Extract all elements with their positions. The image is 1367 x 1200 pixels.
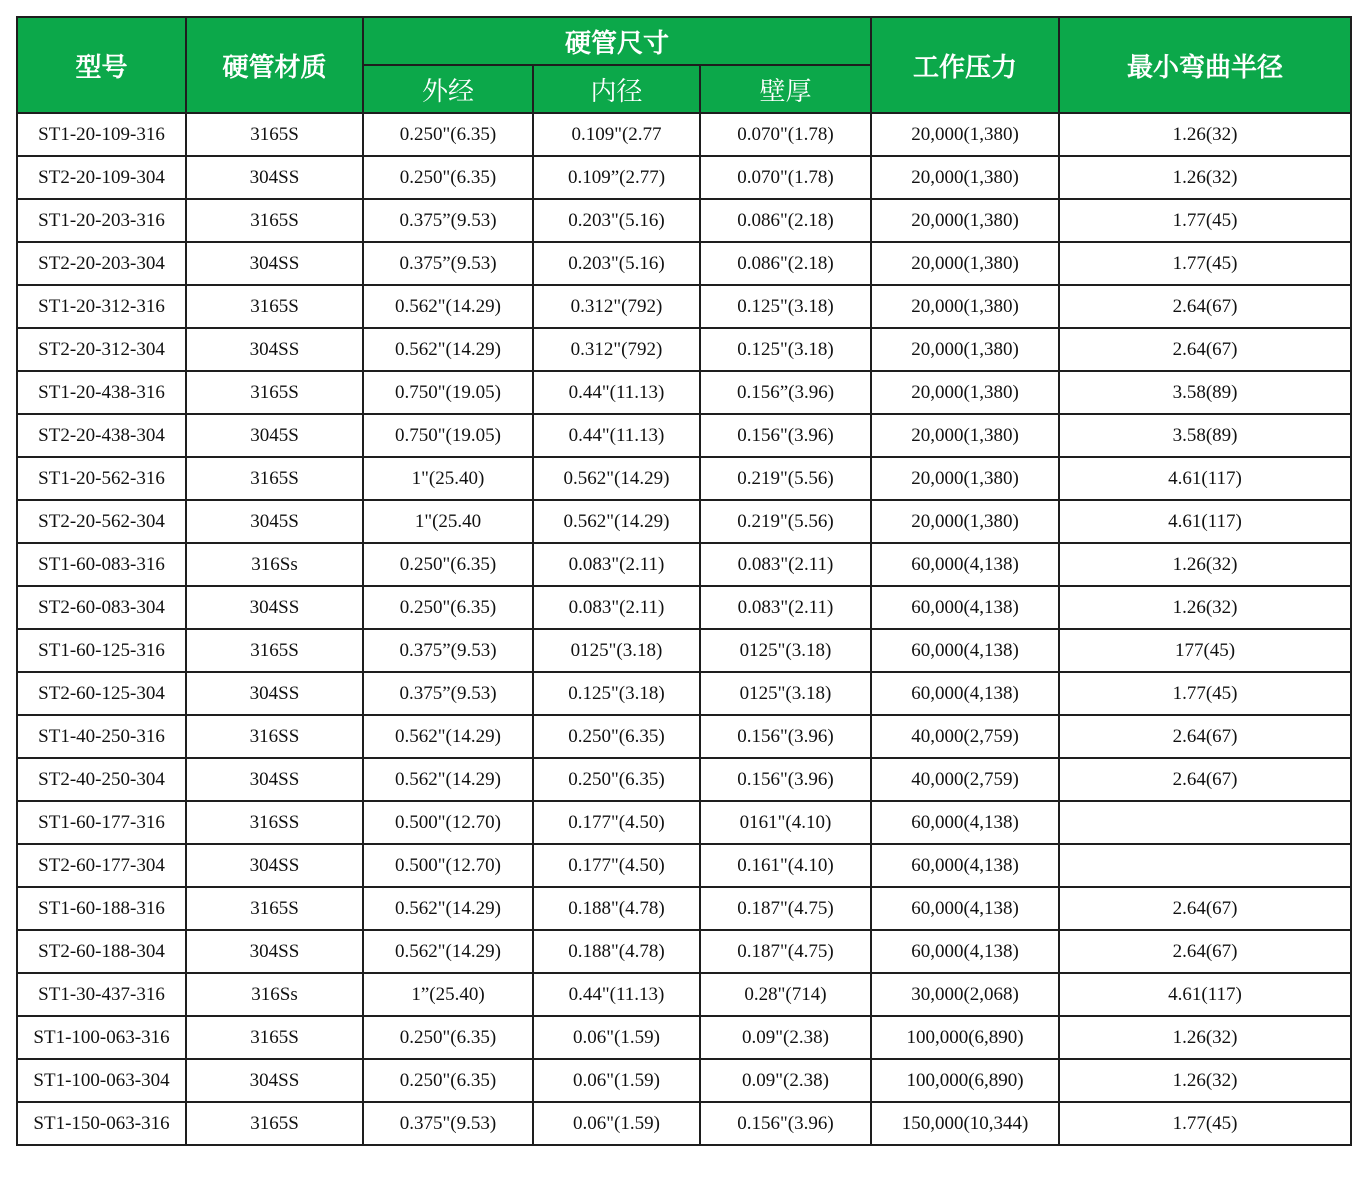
wall-thickness-cell: 0161"(4.10) xyxy=(700,801,871,844)
inner-diameter-cell: 0.083"(2.11) xyxy=(533,543,700,586)
outer-diameter-cell: 0.250"(6.35) xyxy=(363,543,533,586)
inner-diameter-cell: 0.312"(792) xyxy=(533,328,700,371)
material-cell: 304SS xyxy=(186,156,363,199)
table-row xyxy=(17,930,1351,973)
header-wall-thickness: 壁厚 xyxy=(700,65,871,113)
model-cell: ST1-100-063-304 xyxy=(17,1059,186,1102)
wall-thickness-cell: 0.070"(1.78) xyxy=(700,156,871,199)
table-row xyxy=(17,1059,1351,1102)
outer-diameter-cell: 0.250"(6.35) xyxy=(363,1016,533,1059)
material-cell: 316Ss xyxy=(186,543,363,586)
material-cell: 3165S xyxy=(186,199,363,242)
wall-thickness-cell: 0.083"(2.11) xyxy=(700,586,871,629)
wall-thickness-cell: 0.070"(1.78) xyxy=(700,113,871,156)
model-cell: ST1-60-177-316 xyxy=(17,801,186,844)
model-cell: ST1-60-125-316 xyxy=(17,629,186,672)
wall-thickness-cell: 0.156"(3.96) xyxy=(700,1102,871,1145)
model-cell: ST2-20-312-304 xyxy=(17,328,186,371)
wall-thickness-cell: 0.219"(5.56) xyxy=(700,500,871,543)
material-cell: 3165S xyxy=(186,285,363,328)
material-cell: 304SS xyxy=(186,758,363,801)
min-bend-radius-cell: 1.77(45) xyxy=(1059,242,1351,285)
material-cell: 304SS xyxy=(186,672,363,715)
model-cell: ST2-40-250-304 xyxy=(17,758,186,801)
min-bend-radius-cell: 2.64(67) xyxy=(1059,715,1351,758)
header-row-top xyxy=(17,17,1351,65)
material-cell: 3165S xyxy=(186,457,363,500)
table-row xyxy=(17,758,1351,801)
model-cell: ST1-20-109-316 xyxy=(17,113,186,156)
table-row xyxy=(17,844,1351,887)
inner-diameter-cell: 0.06"(1.59) xyxy=(533,1059,700,1102)
wall-thickness-cell: 0.09"(2.38) xyxy=(700,1059,871,1102)
working-pressure-cell: 20,000(1,380) xyxy=(871,242,1059,285)
inner-diameter-cell: 0.109"(2.77 xyxy=(533,113,700,156)
min-bend-radius-cell: 1.77(45) xyxy=(1059,1102,1351,1145)
outer-diameter-cell: 0.562"(14.29) xyxy=(363,715,533,758)
header-model: 型号 xyxy=(17,17,186,113)
model-cell: ST1-20-562-316 xyxy=(17,457,186,500)
spec-table xyxy=(16,16,1352,1146)
table-row xyxy=(17,715,1351,758)
wall-thickness-cell: 0.156"(3.96) xyxy=(700,758,871,801)
model-cell: ST1-60-083-316 xyxy=(17,543,186,586)
table-row xyxy=(17,285,1351,328)
wall-thickness-cell: 0.086"(2.18) xyxy=(700,199,871,242)
material-cell: 3165S xyxy=(186,113,363,156)
min-bend-radius-cell: 4.61(117) xyxy=(1059,500,1351,543)
working-pressure-cell: 100,000(6,890) xyxy=(871,1016,1059,1059)
min-bend-radius-cell: 4.61(117) xyxy=(1059,457,1351,500)
min-bend-radius-cell: 1.26(32) xyxy=(1059,1059,1351,1102)
model-cell: ST2-20-438-304 xyxy=(17,414,186,457)
min-bend-radius-cell: 1.77(45) xyxy=(1059,199,1351,242)
model-cell: ST1-20-438-316 xyxy=(17,371,186,414)
header-inner-diameter: 内径 xyxy=(533,65,700,113)
min-bend-radius-cell: 1.26(32) xyxy=(1059,1016,1351,1059)
header-size-group: 硬管尺寸 xyxy=(363,17,871,65)
outer-diameter-cell: 0.562"(14.29) xyxy=(363,328,533,371)
wall-thickness-cell: 0.083"(2.11) xyxy=(700,543,871,586)
wall-thickness-cell: 0.125"(3.18) xyxy=(700,328,871,371)
table-row xyxy=(17,801,1351,844)
working-pressure-cell: 150,000(10,344) xyxy=(871,1102,1059,1145)
table-row xyxy=(17,156,1351,199)
model-cell: ST1-20-312-316 xyxy=(17,285,186,328)
min-bend-radius-cell: 1.26(32) xyxy=(1059,156,1351,199)
working-pressure-cell: 30,000(2,068) xyxy=(871,973,1059,1016)
outer-diameter-cell: 0.500"(12.70) xyxy=(363,844,533,887)
working-pressure-cell: 60,000(4,138) xyxy=(871,844,1059,887)
min-bend-radius-cell: 1.26(32) xyxy=(1059,543,1351,586)
header-outer-diameter: 外经 xyxy=(363,65,533,113)
outer-diameter-cell: 0.250"(6.35) xyxy=(363,1059,533,1102)
inner-diameter-cell: 0.44"(11.13) xyxy=(533,371,700,414)
wall-thickness-cell: 0.156"(3.96) xyxy=(700,414,871,457)
min-bend-radius-cell: 2.64(67) xyxy=(1059,930,1351,973)
wall-thickness-cell: 0125"(3.18) xyxy=(700,629,871,672)
table-row xyxy=(17,629,1351,672)
inner-diameter-cell: 0.203"(5.16) xyxy=(533,199,700,242)
material-cell: 304SS xyxy=(186,1059,363,1102)
material-cell: 304SS xyxy=(186,844,363,887)
working-pressure-cell: 60,000(4,138) xyxy=(871,629,1059,672)
min-bend-radius-cell: 1.26(32) xyxy=(1059,586,1351,629)
wall-thickness-cell: 0.156"(3.96) xyxy=(700,715,871,758)
model-cell: ST1-40-250-316 xyxy=(17,715,186,758)
wall-thickness-cell: 0.187"(4.75) xyxy=(700,930,871,973)
table-header xyxy=(17,17,1351,113)
inner-diameter-cell: 0.203"(5.16) xyxy=(533,242,700,285)
inner-diameter-cell: 0.109”(2.77) xyxy=(533,156,700,199)
inner-diameter-cell: 0.06"(1.59) xyxy=(533,1102,700,1145)
min-bend-radius-cell xyxy=(1059,801,1351,844)
wall-thickness-cell: 0.086"(2.18) xyxy=(700,242,871,285)
min-bend-radius-cell xyxy=(1059,844,1351,887)
header-min-bend-radius: 最小弯曲半径 xyxy=(1059,17,1351,113)
inner-diameter-cell: 0.177"(4.50) xyxy=(533,801,700,844)
table-row xyxy=(17,414,1351,457)
working-pressure-cell: 20,000(1,380) xyxy=(871,328,1059,371)
wall-thickness-cell: 0125"(3.18) xyxy=(700,672,871,715)
material-cell: 304SS xyxy=(186,242,363,285)
material-cell: 3165S xyxy=(186,1102,363,1145)
table-row xyxy=(17,328,1351,371)
table-row xyxy=(17,672,1351,715)
inner-diameter-cell: 0.06"(1.59) xyxy=(533,1016,700,1059)
table-row xyxy=(17,500,1351,543)
min-bend-radius-cell: 2.64(67) xyxy=(1059,285,1351,328)
working-pressure-cell: 60,000(4,138) xyxy=(871,801,1059,844)
outer-diameter-cell: 0.562"(14.29) xyxy=(363,887,533,930)
model-cell: ST2-60-125-304 xyxy=(17,672,186,715)
working-pressure-cell: 40,000(2,759) xyxy=(871,715,1059,758)
min-bend-radius-cell: 3.58(89) xyxy=(1059,414,1351,457)
inner-diameter-cell: 0.083"(2.11) xyxy=(533,586,700,629)
table-row xyxy=(17,113,1351,156)
inner-diameter-cell: 0.312"(792) xyxy=(533,285,700,328)
outer-diameter-cell: 0.250"(6.35) xyxy=(363,586,533,629)
table-row xyxy=(17,457,1351,500)
inner-diameter-cell: 0.177"(4.50) xyxy=(533,844,700,887)
outer-diameter-cell: 0.375”(9.53) xyxy=(363,672,533,715)
material-cell: 3165S xyxy=(186,887,363,930)
material-cell: 316SS xyxy=(186,715,363,758)
material-cell: 304SS xyxy=(186,586,363,629)
wall-thickness-cell: 0.161"(4.10) xyxy=(700,844,871,887)
inner-diameter-cell: 0.250"(6.35) xyxy=(533,715,700,758)
material-cell: 3165S xyxy=(186,371,363,414)
working-pressure-cell: 60,000(4,138) xyxy=(871,543,1059,586)
table-row xyxy=(17,887,1351,930)
table-row xyxy=(17,543,1351,586)
outer-diameter-cell: 1"(25.40) xyxy=(363,457,533,500)
outer-diameter-cell: 0.250"(6.35) xyxy=(363,156,533,199)
header-working-pressure: 工作压力 xyxy=(871,17,1059,113)
min-bend-radius-cell: 1.26(32) xyxy=(1059,113,1351,156)
wall-thickness-cell: 0.219"(5.56) xyxy=(700,457,871,500)
model-cell: ST2-60-188-304 xyxy=(17,930,186,973)
model-cell: ST2-60-083-304 xyxy=(17,586,186,629)
working-pressure-cell: 60,000(4,138) xyxy=(871,930,1059,973)
material-cell: 3165S xyxy=(186,629,363,672)
inner-diameter-cell: 0.562"(14.29) xyxy=(533,500,700,543)
min-bend-radius-cell: 2.64(67) xyxy=(1059,328,1351,371)
material-cell: 316Ss xyxy=(186,973,363,1016)
table-row xyxy=(17,199,1351,242)
working-pressure-cell: 20,000(1,380) xyxy=(871,500,1059,543)
min-bend-radius-cell: 1.77(45) xyxy=(1059,672,1351,715)
inner-diameter-cell: 0125"(3.18) xyxy=(533,629,700,672)
outer-diameter-cell: 0.562"(14.29) xyxy=(363,758,533,801)
table-row xyxy=(17,1016,1351,1059)
min-bend-radius-cell: 177(45) xyxy=(1059,629,1351,672)
table-row xyxy=(17,1102,1351,1145)
outer-diameter-cell: 0.750"(19.05) xyxy=(363,371,533,414)
outer-diameter-cell: 0.750"(19.05) xyxy=(363,414,533,457)
material-cell: 3045S xyxy=(186,500,363,543)
inner-diameter-cell: 0.250"(6.35) xyxy=(533,758,700,801)
inner-diameter-cell: 0.188"(4.78) xyxy=(533,887,700,930)
inner-diameter-cell: 0.188"(4.78) xyxy=(533,930,700,973)
outer-diameter-cell: 0.375"(9.53) xyxy=(363,1102,533,1145)
material-cell: 316SS xyxy=(186,801,363,844)
wall-thickness-cell: 0.28"(714) xyxy=(700,973,871,1016)
table-row xyxy=(17,586,1351,629)
wall-thickness-cell: 0.187"(4.75) xyxy=(700,887,871,930)
model-cell: ST2-20-203-304 xyxy=(17,242,186,285)
min-bend-radius-cell: 2.64(67) xyxy=(1059,758,1351,801)
outer-diameter-cell: 0.250"(6.35) xyxy=(363,113,533,156)
working-pressure-cell: 20,000(1,380) xyxy=(871,285,1059,328)
outer-diameter-cell: 1"(25.40 xyxy=(363,500,533,543)
working-pressure-cell: 20,000(1,380) xyxy=(871,113,1059,156)
outer-diameter-cell: 0.375”(9.53) xyxy=(363,629,533,672)
material-cell: 3045S xyxy=(186,414,363,457)
min-bend-radius-cell: 4.61(117) xyxy=(1059,973,1351,1016)
outer-diameter-cell: 1”(25.40) xyxy=(363,973,533,1016)
table-row xyxy=(17,242,1351,285)
min-bend-radius-cell: 3.58(89) xyxy=(1059,371,1351,414)
outer-diameter-cell: 0.375”(9.53) xyxy=(363,242,533,285)
outer-diameter-cell: 0.562"(14.29) xyxy=(363,930,533,973)
material-cell: 304SS xyxy=(186,328,363,371)
outer-diameter-cell: 0.500"(12.70) xyxy=(363,801,533,844)
working-pressure-cell: 20,000(1,380) xyxy=(871,199,1059,242)
table-row xyxy=(17,973,1351,1016)
working-pressure-cell: 20,000(1,380) xyxy=(871,371,1059,414)
working-pressure-cell: 20,000(1,380) xyxy=(871,457,1059,500)
table-row xyxy=(17,371,1351,414)
working-pressure-cell: 40,000(2,759) xyxy=(871,758,1059,801)
model-cell: ST1-30-437-316 xyxy=(17,973,186,1016)
model-cell: ST1-150-063-316 xyxy=(17,1102,186,1145)
table-body xyxy=(17,113,1351,1145)
min-bend-radius-cell: 2.64(67) xyxy=(1059,887,1351,930)
header-material: 硬管材质 xyxy=(186,17,363,113)
working-pressure-cell: 60,000(4,138) xyxy=(871,887,1059,930)
inner-diameter-cell: 0.562"(14.29) xyxy=(533,457,700,500)
material-cell: 304SS xyxy=(186,930,363,973)
material-cell: 3165S xyxy=(186,1016,363,1059)
inner-diameter-cell: 0.44"(11.13) xyxy=(533,414,700,457)
inner-diameter-cell: 0.44"(11.13) xyxy=(533,973,700,1016)
working-pressure-cell: 60,000(4,138) xyxy=(871,586,1059,629)
working-pressure-cell: 60,000(4,138) xyxy=(871,672,1059,715)
model-cell: ST1-60-188-316 xyxy=(17,887,186,930)
working-pressure-cell: 100,000(6,890) xyxy=(871,1059,1059,1102)
model-cell: ST2-20-562-304 xyxy=(17,500,186,543)
working-pressure-cell: 20,000(1,380) xyxy=(871,156,1059,199)
wall-thickness-cell: 0.125"(3.18) xyxy=(700,285,871,328)
wall-thickness-cell: 0.09"(2.38) xyxy=(700,1016,871,1059)
model-cell: ST1-20-203-316 xyxy=(17,199,186,242)
working-pressure-cell: 20,000(1,380) xyxy=(871,414,1059,457)
outer-diameter-cell: 0.562"(14.29) xyxy=(363,285,533,328)
model-cell: ST2-20-109-304 xyxy=(17,156,186,199)
model-cell: ST1-100-063-316 xyxy=(17,1016,186,1059)
outer-diameter-cell: 0.375”(9.53) xyxy=(363,199,533,242)
model-cell: ST2-60-177-304 xyxy=(17,844,186,887)
wall-thickness-cell: 0.156”(3.96) xyxy=(700,371,871,414)
inner-diameter-cell: 0.125"(3.18) xyxy=(533,672,700,715)
